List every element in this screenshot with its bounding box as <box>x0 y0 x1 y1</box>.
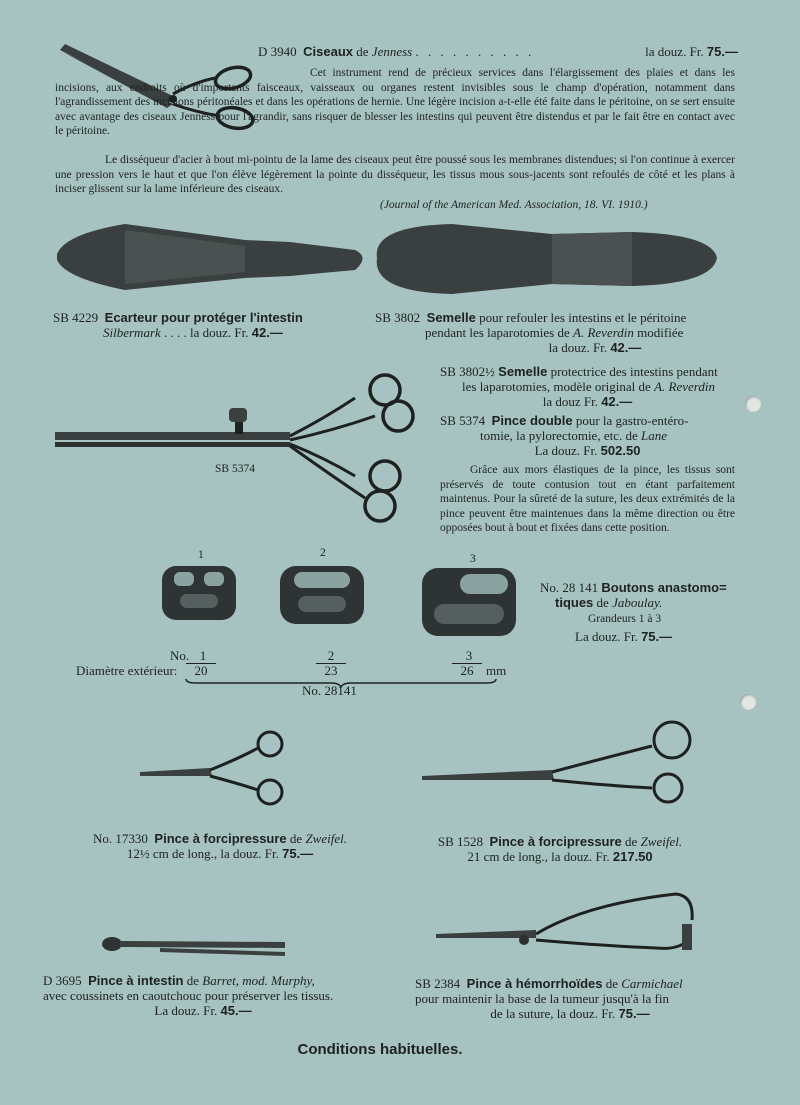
semelle2-ref: SB 3802½ <box>440 364 495 379</box>
murphy-de: de <box>186 973 200 988</box>
boutons-table-diam-1: 20 <box>194 663 208 678</box>
pince-double-maker: Lane <box>641 428 667 443</box>
semelle-price-label: la douz. Fr. <box>548 340 608 355</box>
semelle-name: Semelle <box>426 310 476 325</box>
pince-double-block <box>440 413 735 458</box>
boutons-table-ref: No. 28141 <box>302 683 357 698</box>
boutons-table-no-2: 2 <box>327 648 335 663</box>
jenness-name: Ciseaux <box>303 44 354 59</box>
zweifel-small-ref: No. 17330 <box>93 831 148 846</box>
bouton-1-illustration <box>160 562 240 624</box>
zweifel-large-maker: Zweifel. <box>640 834 683 849</box>
zweifel-small-name: Pince à forcipressure <box>154 831 287 846</box>
boutons-table-unit: mm <box>486 663 507 678</box>
pince-double-desc2: tomie, la pylorectomie, etc. de <box>480 428 638 443</box>
carmichael-ref: SB 2384 <box>415 976 461 991</box>
semelle2-name: Semelle <box>498 364 548 379</box>
murphy-ref: D 3695 <box>43 973 82 988</box>
boutons-price-label: La douz. Fr. <box>575 628 638 644</box>
zweifel-large-name: Pince à forcipressure <box>489 834 622 849</box>
carmichael-de: de <box>605 976 619 991</box>
punch-hole-top <box>745 396 761 412</box>
ecarteur-block <box>53 310 373 340</box>
carmichael-price: 75.— <box>618 1006 650 1021</box>
semelle-ref: SB 3802 <box>375 310 421 325</box>
boutons-table-no-label: No. <box>170 648 190 663</box>
jenness-maker: Jenness <box>371 44 413 59</box>
jenness-description-2: Le disséqueur d'acier à bout mi-pointu de la lame des ciseaux peut être poussé sous les membranes distendues; si l'on continue à exercer une pression vers le haut et que l'on élève légèrement la pointe du disséqueur, les tissus mous sous-jacents sont refoulés de côté et les plans à inciser glissent sur la lame inférieure des ciseaux. <box>55 154 735 195</box>
carmichael-line3: de la suture, la douz. Fr. <box>490 1006 616 1021</box>
ecarteur-price-label: la douz. Fr. <box>190 325 249 340</box>
jenness-citation: (Journal of the American Med. Association, 18. VI. 1910.) <box>380 199 648 211</box>
murphy-name: Pince à intestin <box>88 973 184 988</box>
semelle-block <box>375 310 735 355</box>
zweifel-large-line2: 21 cm de long., la douz. Fr. <box>467 849 610 864</box>
ecarteur-price: 42.— <box>251 325 283 340</box>
ecarteur-name: Ecarteur pour protéger l'intestin <box>104 310 303 325</box>
boutons-maker: Jaboulay. <box>612 595 663 610</box>
semelle-illustration <box>372 206 722 296</box>
semelle2-maker: A. Reverdin <box>654 379 715 394</box>
zweifel-small-maker: Zweifel. <box>305 831 347 846</box>
boutons-price: 75.— <box>641 628 673 644</box>
bouton-fig-num-2: 2 <box>320 547 326 559</box>
pince-double-illustration <box>55 368 405 528</box>
boutons-table-no-1: 1 <box>199 648 207 663</box>
ecarteur-ref: SB 4229 <box>53 310 99 325</box>
pince-double-price-label: La douz. Fr. <box>534 443 598 458</box>
boutons-table-diam-3: 26 <box>460 663 474 678</box>
boutons-table-no-3: 3 <box>465 648 473 663</box>
pince-double-fig-label: SB 5374 <box>215 463 255 475</box>
zweifel-small-de: de <box>289 831 303 846</box>
zweifel-small-block <box>55 831 385 861</box>
semelle2-price-label: la douz Fr. <box>542 394 598 409</box>
murphy-price: 45.— <box>220 1003 252 1018</box>
semelle2-price: 42.— <box>601 394 633 409</box>
boutons-name1: Boutons anastomo= <box>601 580 727 595</box>
zweifel-large-de: de <box>625 834 638 849</box>
zweifel-large-block <box>410 834 710 864</box>
boutons-de: de <box>596 595 609 610</box>
carmichael-block <box>415 976 725 1021</box>
boutons-block <box>540 580 740 644</box>
murphy-line2: avec coussinets en caoutchouc pour préserver les tissus. <box>43 988 334 1003</box>
murphy-maker: Barret, mod. Murphy, <box>202 973 315 988</box>
boutons-name2: tiques <box>555 595 594 610</box>
zweifel-large-illustration <box>422 716 702 806</box>
carmichael-line2: pour maintenir la base de la tumeur jusqu'à la fin <box>415 991 669 1006</box>
murphy-price-label: La douz. Fr. <box>154 1003 218 1018</box>
murphy-illustration <box>100 932 290 958</box>
jenness-dots: . . . . . . . . . . <box>415 44 535 59</box>
ecarteur-dots: . . . . <box>164 325 187 340</box>
punch-hole-bottom <box>740 694 756 710</box>
semelle2-desc2: les laparotomies, modèle original de <box>462 379 651 394</box>
semelle2-desc1: protectrice des intestins pendant <box>550 364 718 379</box>
semelle2-block <box>440 364 735 409</box>
zweifel-small-illustration <box>140 728 300 808</box>
footer-conditions: Conditions habituelles. <box>297 1041 463 1058</box>
pince-double-price: 502.50 <box>600 443 641 458</box>
zweifel-large-price: 217.50 <box>612 849 653 864</box>
semelle-desc1: pour refouler les intestins et le péritoine <box>479 310 687 325</box>
zweifel-large-ref: SB 1528 <box>437 834 484 849</box>
pince-double-desc1: pour la gastro-entéro- <box>575 413 689 428</box>
pince-double-name: Pince double <box>491 413 573 428</box>
pince-double-ref: SB 5374 <box>440 413 486 428</box>
semelle-desc3: modifiée <box>637 325 684 340</box>
carmichael-name: Pince à hémorrhoïdes <box>466 976 603 991</box>
semelle-desc2: pendant les laparotomies de <box>425 325 570 340</box>
carmichael-illustration <box>436 886 706 966</box>
bouton-3-illustration <box>420 564 520 640</box>
boutons-ref: No. 28 141 <box>540 580 599 595</box>
semelle-price: 42.— <box>610 340 642 355</box>
pince-double-description: Grâce aux mors élastiques de la pince, les tissus sont préservés de toute contusion tout en étant parfaitement maintenus. Pour la sûreté de la suture, les deux extrémités de la pince peuvent être maintenues dans la même direction ou être opposées bout à bout et fixées dans cette position. <box>440 464 735 534</box>
bouton-2-illustration <box>278 562 368 628</box>
murphy-block <box>43 973 363 1018</box>
boutons-table-diam-2: 23 <box>324 663 338 678</box>
zweifel-small-line2: 12½ cm de long., la douz. Fr. <box>126 846 279 861</box>
jenness-ref: D 3940 <box>258 44 297 59</box>
jenness-description: Cet instrument rend de précieux services dans l'élargissement des plaies et dans les incisions, aux endroits où d'importants faisceaux, vaisseaux ou organes restent invisibles sous le champ d'opération, notamment dans l'agrandissement des incisions péritonéales et dans les opérations de hernie. Une légère incision a-t-elle été faite dans le péritoine, on se sert ensuite avec avantage des ciseaux Jenness pour l'agrandir, sans risquer de blesser les intestins qui peuvent être distendus et par le fait être en contact avec le péritoine. <box>55 67 735 137</box>
jenness-de: de <box>356 44 369 59</box>
ecarteur-illustration <box>55 212 365 302</box>
jenness-header <box>258 44 738 59</box>
boutons-table-diam-label: Diamètre extérieur: <box>76 663 178 678</box>
ecarteur-maker: Silbermark <box>103 325 161 340</box>
carmichael-maker: Carmichael <box>621 976 683 991</box>
jenness-price: 75.— <box>706 44 738 59</box>
semelle-maker: A. Reverdin <box>573 325 634 340</box>
boutons-sizes: Grandeurs 1 à 3 <box>588 613 662 625</box>
jenness-price-label: la douz. Fr. <box>645 44 704 59</box>
bouton-fig-num-3: 3 <box>470 553 476 565</box>
bouton-fig-num-1: 1 <box>198 549 204 561</box>
zweifel-small-price: 75.— <box>282 846 314 861</box>
